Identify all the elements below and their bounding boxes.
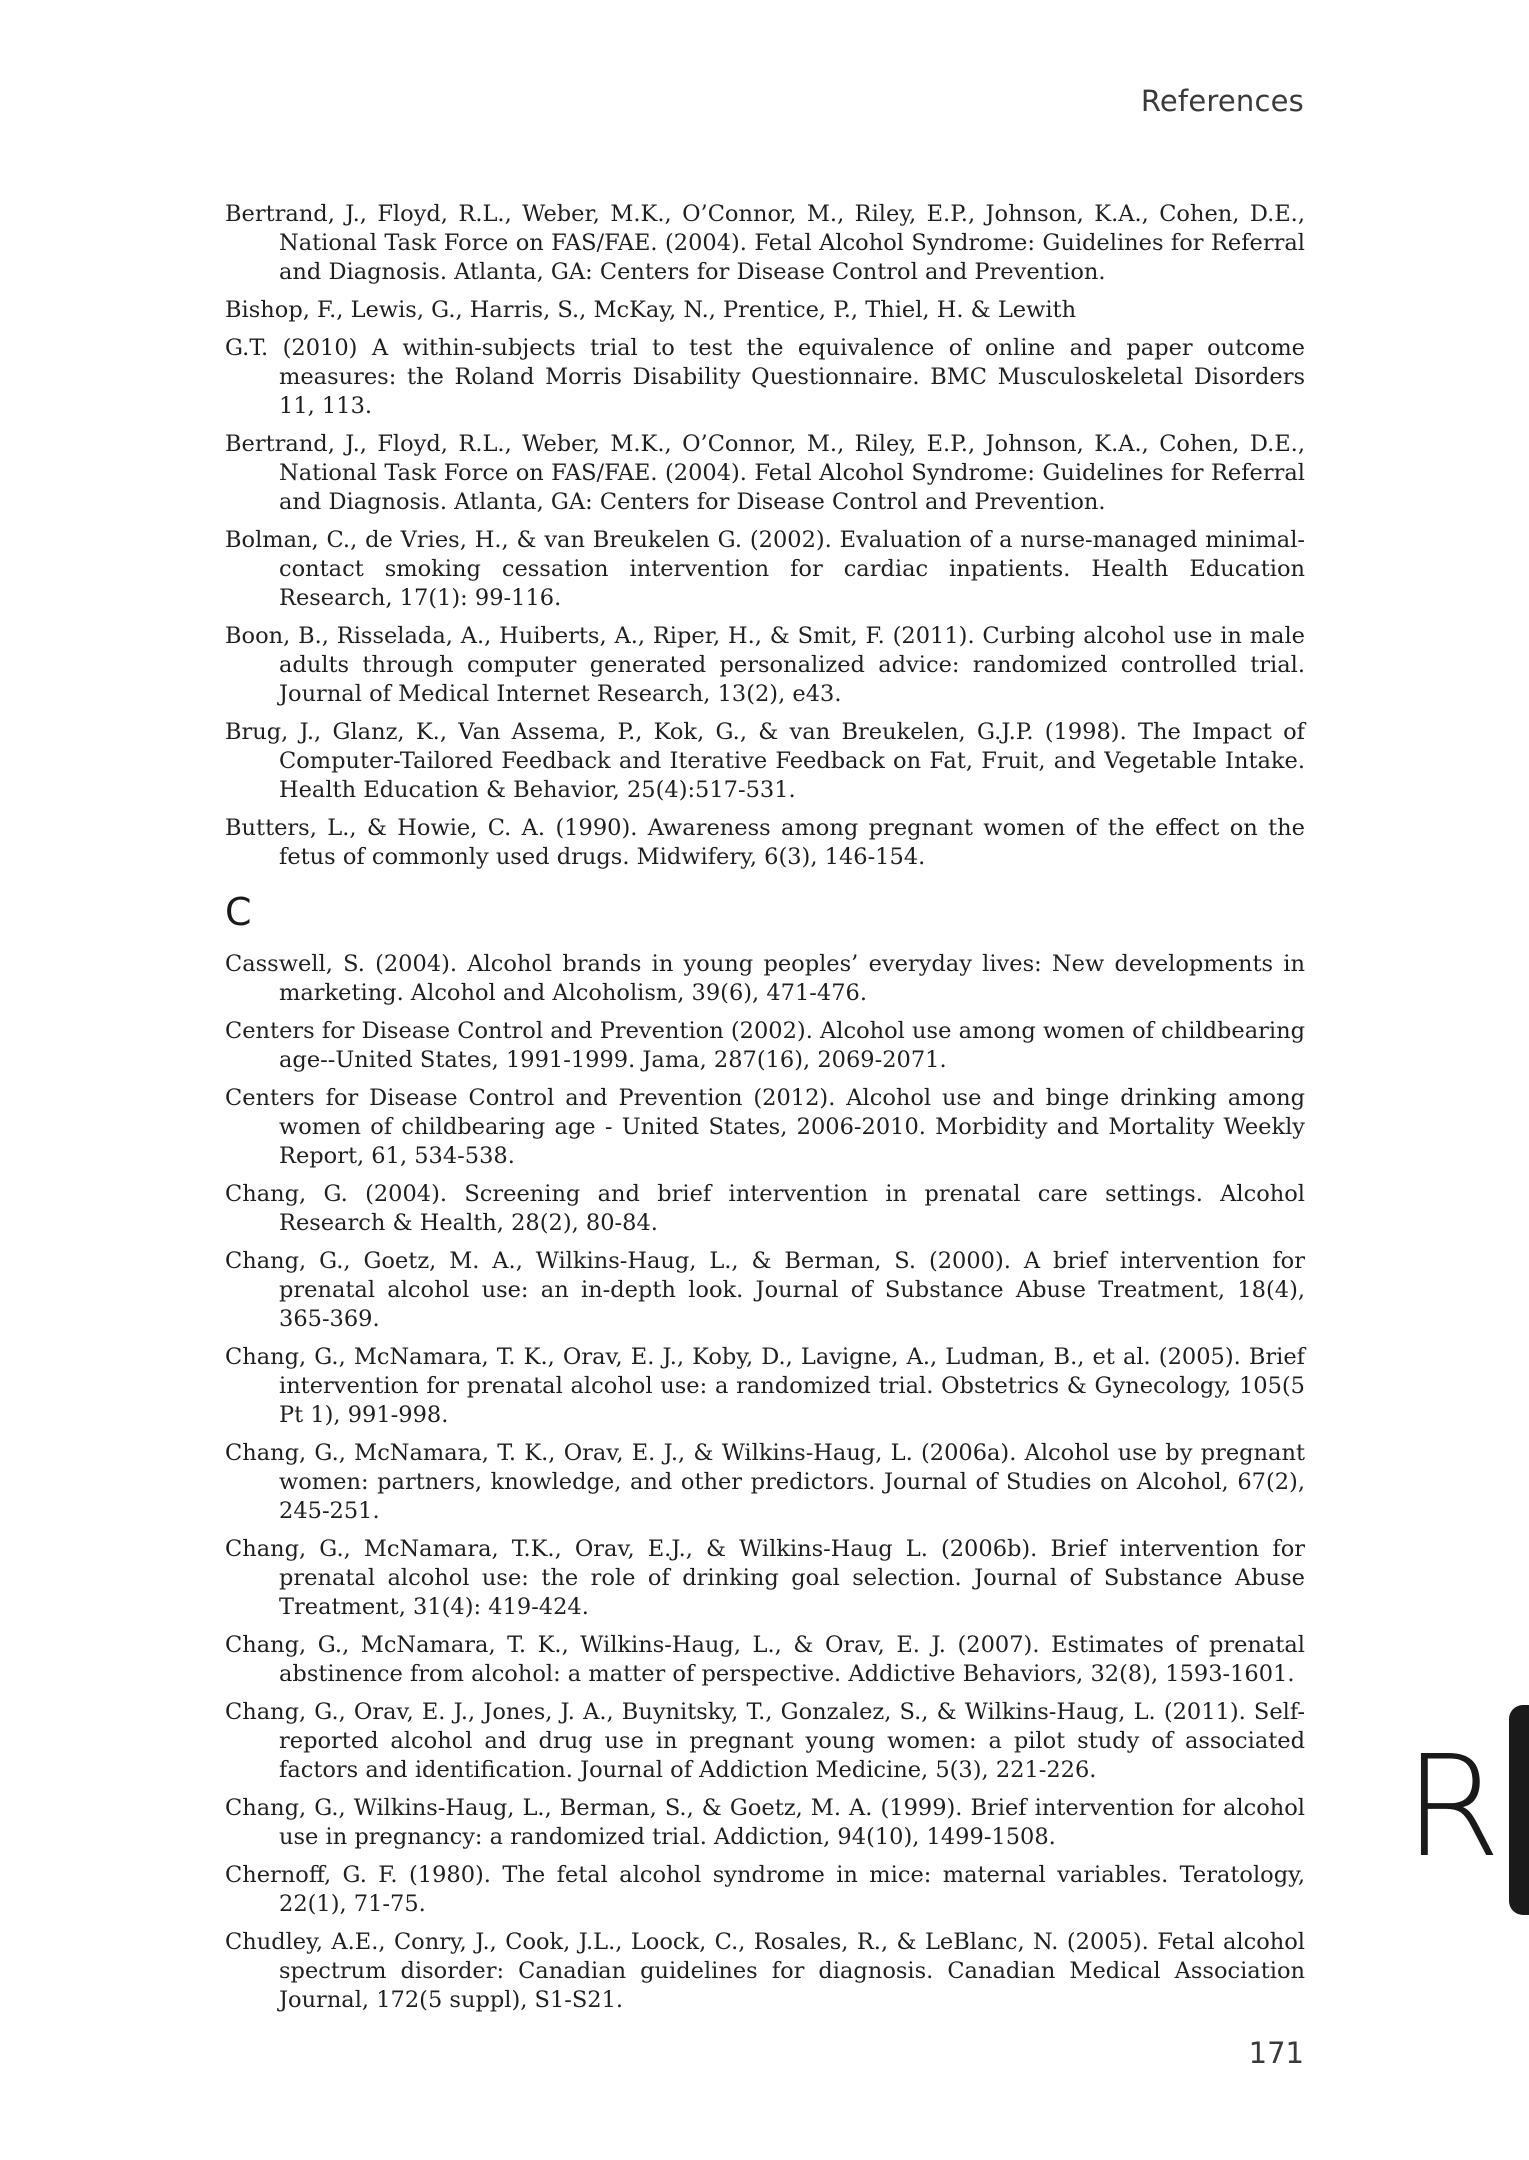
reference-entry: Centers for Disease Control and Prevention (2002). Alcohol use among women of childbearing age--United States, 1991-1999. Jama, 287(16), 2069-2071. [225, 1018, 1305, 1073]
reference-entry: Butters, L., & Howie, C. A. (1990). Awareness among pregnant women of the effect on the fetus of commonly used drugs. Midwifery, 6(3), 146-154. [225, 815, 1305, 870]
reference-entry: Chang, G., Goetz, M. A., Wilkins-Haug, L., & Berman, S. (2000). A brief intervention for prenatal alcohol use: an in-depth look. Journal of Substance Abuse Treatment, 18(4), 365-369. [225, 1248, 1305, 1332]
reference-entry: Boon, B., Risselada, A., Huiberts, A., Riper, H., & Smit, F. (2011). Curbing alcohol use in male adults through computer generated personalized advice: randomized controlled trial. Journal of Medical Internet Research, 13(2), e43. [225, 623, 1305, 707]
reference-entry: Chang, G., Orav, E. J., Jones, J. A., Buynitsky, T., Gonzalez, S., & Wilkins-Haug, L. (2011). Self-reported alcohol and drug use in pregnant young women: a pilot study of associated factors and identification. Journal of Addiction Medicine, 5(3), 221-226. [225, 1699, 1305, 1783]
page-number: 171 [1248, 2036, 1304, 2070]
reference-entry: Bolman, C., de Vries, H., & van Breukelen G. (2002). Evaluation of a nurse-managed minimal-contact smoking cessation intervention for cardiac inpatients. Health Education Research, 17(1): 99-116. [225, 527, 1305, 611]
reference-entry: Chang, G. (2004). Screening and brief intervention in prenatal care settings. Alcohol Research & Health, 28(2), 80-84. [225, 1181, 1305, 1236]
reference-entry: Brug, J., Glanz, K., Van Assema, P., Kok, G., & van Breukelen, G.J.P. (1998). The Impact of Computer-Tailored Feedback and Iterative Feedback on Fat, Fruit, and Vegetable Intake. Health Education & Behavior, 25(4):517-531. [225, 719, 1305, 803]
reference-entry: Chernoff, G. F. (1980). The fetal alcohol syndrome in mice: maternal variables. Teratology, 22(1), 71-75. [225, 1862, 1305, 1917]
reference-entry: Bertrand, J., Floyd, R.L., Weber, M.K., O’Connor, M., Riley, E.P., Johnson, K.A., Cohen, D.E., National Task Force on FAS/FAE. (2004). Fetal Alcohol Syndrome: Guidelines for Referral and Diagnosis. Atlanta, GA: Centers for Disease Control and Prevention. [225, 431, 1305, 515]
reference-entry: Chang, G., McNamara, T. K., Orav, E. J., & Wilkins-Haug, L. (2006a). Alcohol use by pregnant women: partners, knowledge, and other predictors. Journal of Studies on Alcohol, 67(2), 245-251. [225, 1440, 1305, 1524]
reference-entry: Chang, G., McNamara, T. K., Orav, E. J., Koby, D., Lavigne, A., Ludman, B., et al. (2005). Brief intervention for prenatal alcohol use: a randomized trial. Obstetrics & Gynecology, 105(5 Pt 1), 991-998. [225, 1344, 1305, 1428]
thumb-index-tab [1509, 1705, 1529, 1915]
running-head: References [1140, 84, 1304, 118]
reference-entry: G.T. (2010) A within-subjects trial to test the equivalence of online and paper outcome measures: the Roland Morris Disability Questionnaire. BMC Musculoskeletal Disorders 11, 113. [225, 335, 1305, 419]
reference-entry: Chudley, A.E., Conry, J., Cook, J.L., Loock, C., Rosales, R., & LeBlanc, N. (2005). Fetal alcohol spectrum disorder: Canadian guidelines for diagnosis. Canadian Medical Association Journal, 172(5 suppl), S1-S21. [225, 1929, 1305, 2013]
reference-entry: Chang, G., Wilkins-Haug, L., Berman, S., & Goetz, M. A. (1999). Brief intervention for alcohol use in pregnancy: a randomized trial. Addiction, 94(10), 1499-1508. [225, 1795, 1305, 1850]
section-heading: C [225, 890, 252, 934]
reference-entry: Bertrand, J., Floyd, R.L., Weber, M.K., O’Connor, M., Riley, E.P., Johnson, K.A., Cohen, D.E., National Task Force on FAS/FAE. (2004). Fetal Alcohol Syndrome: Guidelines for Referral and Diagnosis. Atlanta, GA: Centers for Disease Control and Prevention. [225, 201, 1305, 285]
reference-entry: Chang, G., McNamara, T.K., Orav, E.J., & Wilkins-Haug L. (2006b). Brief intervention for prenatal alcohol use: the role of drinking goal selection. Journal of Substance Abuse Treatment, 31(4): 419-424. [225, 1536, 1305, 1620]
thumb-index-letter: R [1403, 1726, 1501, 1889]
reference-entry: Centers for Disease Control and Prevention (2012). Alcohol use and binge drinking among women of childbearing age - United States, 2006-2010. Morbidity and Mortality Weekly Report, 61, 534-538. [225, 1085, 1305, 1169]
reference-entry: Casswell, S. (2004). Alcohol brands in young peoples’ everyday lives: New developments in marketing. Alcohol and Alcoholism, 39(6), 471-476. [225, 951, 1305, 1006]
reference-entry: Chang, G., McNamara, T. K., Wilkins-Haug, L., & Orav, E. J. (2007). Estimates of prenatal abstinence from alcohol: a matter of perspective. Addictive Behaviors, 32(8), 1593-1601. [225, 1632, 1305, 1687]
reference-entry: Bishop, F., Lewis, G., Harris, S., McKay, N., Prentice, P., Thiel, H. & Lewith [225, 297, 1077, 323]
reference-list [225, 200, 1305, 2024]
